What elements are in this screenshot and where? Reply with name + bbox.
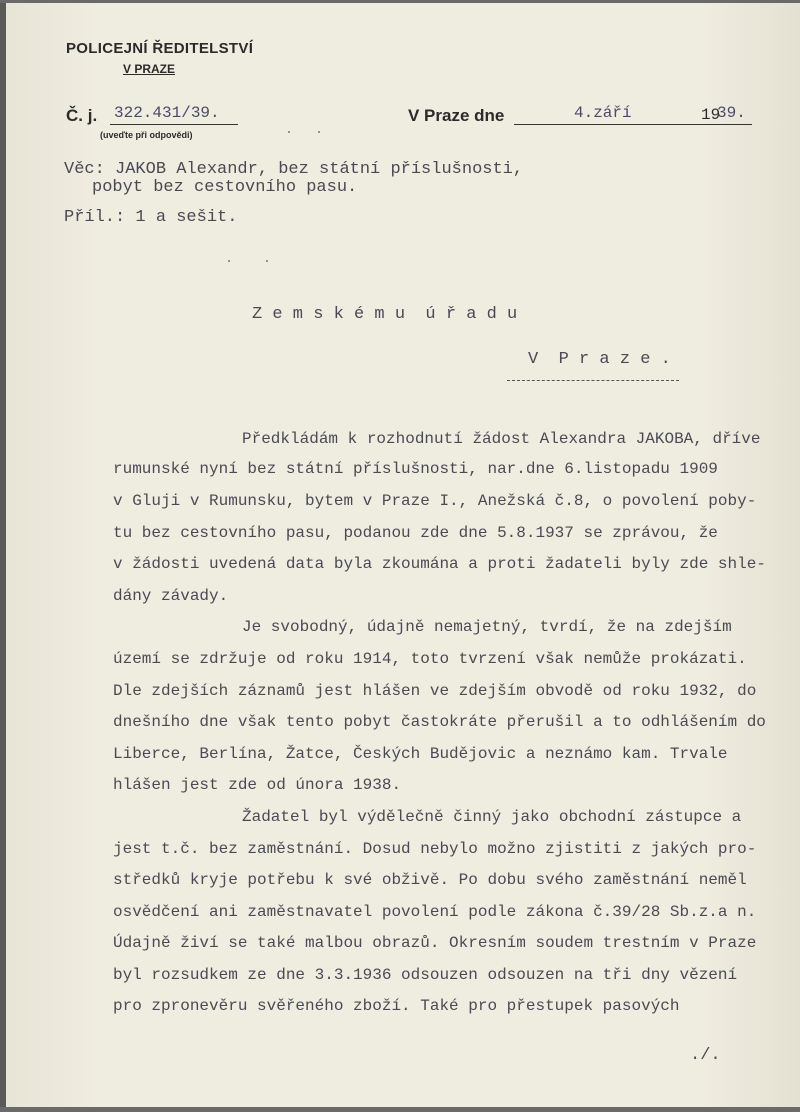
stray-mark [266, 260, 268, 262]
date-year-prefix: 19 [701, 106, 721, 124]
letterhead-city: V PRAZE [123, 62, 176, 76]
date-underline [514, 124, 700, 125]
body-line: Údajně živí se také malbou obrazů. Okresním soudem trestním v Praze [113, 934, 757, 952]
body-line: tu bez cestovního pasu, podanou zde dne 5.8.1937 se zprávou, že [113, 524, 718, 542]
attachments: Příl.: 1 a sešit. [64, 208, 238, 227]
subject-line-1: Věc: JAKOB Alexandr, bez státní příslušnosti, [64, 160, 524, 179]
body-line: pro zpronevěru svěřeného zboží. Také pro přestupek pasových [113, 997, 680, 1015]
body-line: byl rozsudkem ze dne 3.3.1936 odsouzen odsouzen na tři dny vězení [113, 966, 738, 984]
reference-underline [110, 124, 238, 125]
date-day: 4.září [574, 104, 632, 122]
body-line: Předkládám k rozhodnutí žádost Alexandra JAKOBA, dříve [242, 430, 761, 448]
addressee-line-1: Z e m s k é m u ú ř a d u [252, 305, 518, 324]
reference-note: (uveďte při odpovědi) [100, 130, 193, 140]
page-edge-top [0, 0, 800, 3]
body-line: v žádosti uvedená data byla zkoumána a proti žadateli byly zde shle- [113, 555, 766, 573]
reference-label: Č. j. [66, 106, 98, 125]
body-line: Žadatel byl výdělečně činný jako obchodní zástupce a [242, 808, 742, 826]
body-line: Liberce, Berlína, Žatce, Českých Budějovic a neznámo kam. Trvale [113, 745, 728, 763]
body-line: Je svobodný, údajně nemajetný, tvrdí, že na zdejším [242, 618, 732, 636]
body-line: hlášen jest zde od února 1938. [113, 776, 402, 794]
body-line: osvědčení ani zaměstnavatel povolení podle zákona č.39/28 Sb.z.a n. [113, 903, 757, 921]
date-label: V Praze dne [408, 106, 505, 125]
body-line: dnešního dne však tento pobyt častokráte přerušil a to odhlášením do [113, 713, 766, 731]
body-line: Dle zdejších záznamů jest hlášen ve zdejším obvodě od roku 1932, do [113, 682, 757, 700]
stray-mark [288, 131, 290, 133]
continuation-mark: ./. [690, 1046, 721, 1065]
letterhead-office: POLICEJNÍ ŘEDITELSTVÍ [66, 40, 254, 57]
stray-mark [228, 260, 230, 262]
body-line: dány závady. [113, 587, 229, 605]
page-edge-left [0, 0, 6, 1112]
subject-line-2: pobyt bez cestovního pasu. [92, 178, 358, 197]
addressee-line-2: V P r a z e . [528, 350, 671, 369]
stray-mark [318, 131, 320, 133]
body-line: jest t.č. bez zaměstnání. Dosud nebylo možno zjistiti z jakých pro- [113, 840, 757, 858]
addressee-underline [507, 380, 679, 381]
body-line: rumunské nyní bez státní příslušnosti, nar.dne 6.listopadu 1909 [113, 460, 718, 478]
reference-number: 322.431/39. [114, 104, 220, 122]
body-line: středků kryje potřebu k své obživě. Po dobu svého zaměstnání neměl [113, 871, 747, 889]
date-year-suffix: 39. [717, 104, 746, 122]
body-line: v Gluji v Rumunsku, bytem v Praze I., Anežská č.8, o povolení poby- [113, 492, 757, 510]
body-line: území se zdržuje od roku 1914, toto tvrzení však nemůže prokázati. [113, 650, 747, 668]
page-edge-bottom [0, 1107, 800, 1112]
year-underline [700, 124, 752, 125]
